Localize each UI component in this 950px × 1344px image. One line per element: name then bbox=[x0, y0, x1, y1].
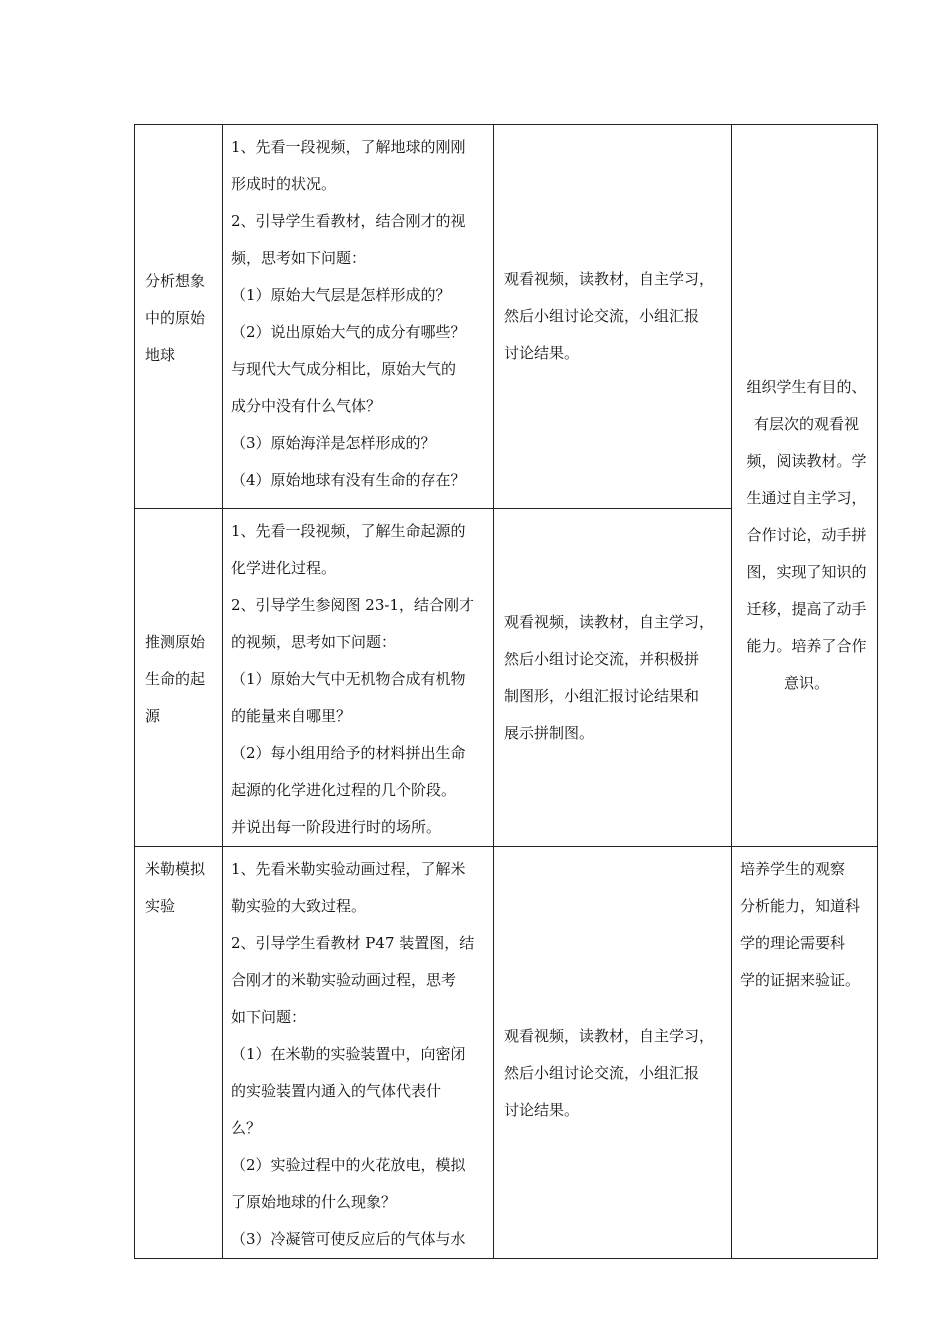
text-line: 观看视频，读教材，自主学习， bbox=[504, 270, 715, 288]
topic-line: 源 bbox=[145, 707, 161, 725]
text-line: 1、先看一段视频，了解地球的刚刚 bbox=[231, 138, 466, 156]
text-line: 观看视频，读教材，自主学习， bbox=[504, 1027, 715, 1045]
text-line: 化学进化过程。 bbox=[231, 559, 337, 577]
text-line: 分析能力，知道科 bbox=[740, 897, 861, 915]
student-activity-cell bbox=[494, 847, 732, 1259]
text-line: 与现代大气成分相比，原始大气的 bbox=[231, 360, 457, 378]
text-line: （1）原始大气层是怎样形成的？ bbox=[231, 286, 451, 304]
text-line: 了原始地球的什么现象？ bbox=[231, 1193, 397, 1211]
text-line: 频，思考如下问题： bbox=[231, 249, 367, 267]
text-line: （1）原始大气中无机物合成有机物 bbox=[231, 670, 466, 688]
text-line: （2）说出原始大气的成分有哪些？ bbox=[231, 323, 466, 341]
topic-cell bbox=[135, 509, 223, 847]
text-line: 制图形，小组汇报讨论结果和 bbox=[504, 686, 700, 705]
text-line: 形成时的状况。 bbox=[231, 175, 337, 193]
text-line: 2、引导学生看教材 P47 装置图，结 bbox=[231, 934, 475, 952]
topic-line: 地球 bbox=[145, 346, 176, 364]
text-line: 展示拼制图。 bbox=[504, 723, 595, 742]
text-line: 有层次的观看视 bbox=[753, 415, 859, 433]
text-line: 观看视频，读教材，自主学习， bbox=[504, 612, 715, 631]
text-line: 成分中没有什么气体？ bbox=[231, 397, 382, 415]
topic-line: 推测原始 bbox=[145, 633, 206, 651]
text-line: 么？ bbox=[231, 1119, 262, 1137]
text-line: （4）原始地球有没有生命的存在？ bbox=[231, 471, 466, 489]
text-line: 然后小组讨论交流，小组汇报 bbox=[504, 1064, 700, 1082]
text-line: 讨论结果。 bbox=[504, 344, 580, 362]
text-line: （2）实验过程中的火花放电，模拟 bbox=[231, 1156, 466, 1174]
text-line: （2）每小组用给予的材料拼出生命 bbox=[231, 744, 466, 762]
text-line: 2、引导学生看教材，结合刚才的视 bbox=[231, 212, 466, 230]
text-line: 然后小组讨论交流，并积极拼 bbox=[504, 649, 700, 668]
text-line: 学的理论需要科 bbox=[740, 934, 846, 952]
teacher-activity-cell bbox=[223, 125, 494, 509]
topic-line: 中的原始 bbox=[145, 309, 206, 327]
topic-cell bbox=[135, 847, 223, 1259]
text-line: 2、引导学生参阅图 23-1，结合刚才 bbox=[231, 596, 475, 614]
text-line: 意识。 bbox=[783, 674, 829, 692]
text-line: 勒实验的大致过程。 bbox=[231, 897, 367, 915]
lesson-plan-table bbox=[134, 124, 878, 1259]
student-activity-cell bbox=[494, 509, 732, 847]
text-line: 然后小组讨论交流，小组汇报 bbox=[504, 307, 700, 325]
table-row bbox=[135, 847, 878, 1259]
text-line: 合刚才的米勒实验动画过程，思考 bbox=[231, 971, 457, 989]
text-line: 频，阅读教材。学 bbox=[746, 452, 867, 470]
topic-line: 米勒模拟 bbox=[145, 860, 206, 878]
text-line: 的实验装置内通入的气体代表什 bbox=[231, 1082, 442, 1100]
text-line: 合作讨论，动手拼 bbox=[746, 526, 867, 544]
text-line: 图，实现了知识的 bbox=[746, 563, 867, 581]
text-line: 如下问题： bbox=[231, 1008, 307, 1026]
text-line: 组织学生有目的、 bbox=[746, 378, 867, 396]
text-line: 的能量来自哪里？ bbox=[231, 707, 352, 725]
student-activity-cell bbox=[494, 125, 732, 509]
text-line: （3）冷凝管可使反应后的气体与水 bbox=[231, 1230, 466, 1248]
design-intent-cell bbox=[732, 125, 878, 847]
topic-cell bbox=[135, 125, 223, 509]
text-line: 迁移，提高了动手 bbox=[746, 600, 867, 618]
text-line: 能力。培养了合作 bbox=[746, 637, 867, 655]
topic-line: 实验 bbox=[145, 897, 176, 915]
design-intent-cell bbox=[732, 847, 878, 1259]
text-line: （1）在米勒的实验装置中，向密闭 bbox=[231, 1045, 466, 1063]
text-line: 生通过自主学习， bbox=[746, 489, 867, 507]
topic-line: 生命的起 bbox=[145, 670, 206, 688]
text-line: 讨论结果。 bbox=[504, 1101, 580, 1119]
text-line: 1、先看米勒实验动画过程，了解米 bbox=[231, 860, 466, 878]
text-line: 培养学生的观察 bbox=[740, 860, 846, 878]
text-line: 的视频，思考如下问题： bbox=[231, 633, 397, 651]
topic-line: 分析想象 bbox=[145, 272, 206, 290]
text-line: 并说出每一阶段进行时的场所。 bbox=[231, 818, 442, 836]
table-row bbox=[135, 125, 878, 509]
teacher-activity-cell bbox=[223, 847, 494, 1259]
text-line: 起源的化学进化过程的几个阶段。 bbox=[231, 781, 457, 799]
text-line: 学的证据来验证。 bbox=[740, 971, 861, 989]
text-line: 1、先看一段视频，了解生命起源的 bbox=[231, 522, 466, 540]
text-line: （3）原始海洋是怎样形成的？ bbox=[231, 434, 436, 452]
teacher-activity-cell bbox=[223, 509, 494, 847]
